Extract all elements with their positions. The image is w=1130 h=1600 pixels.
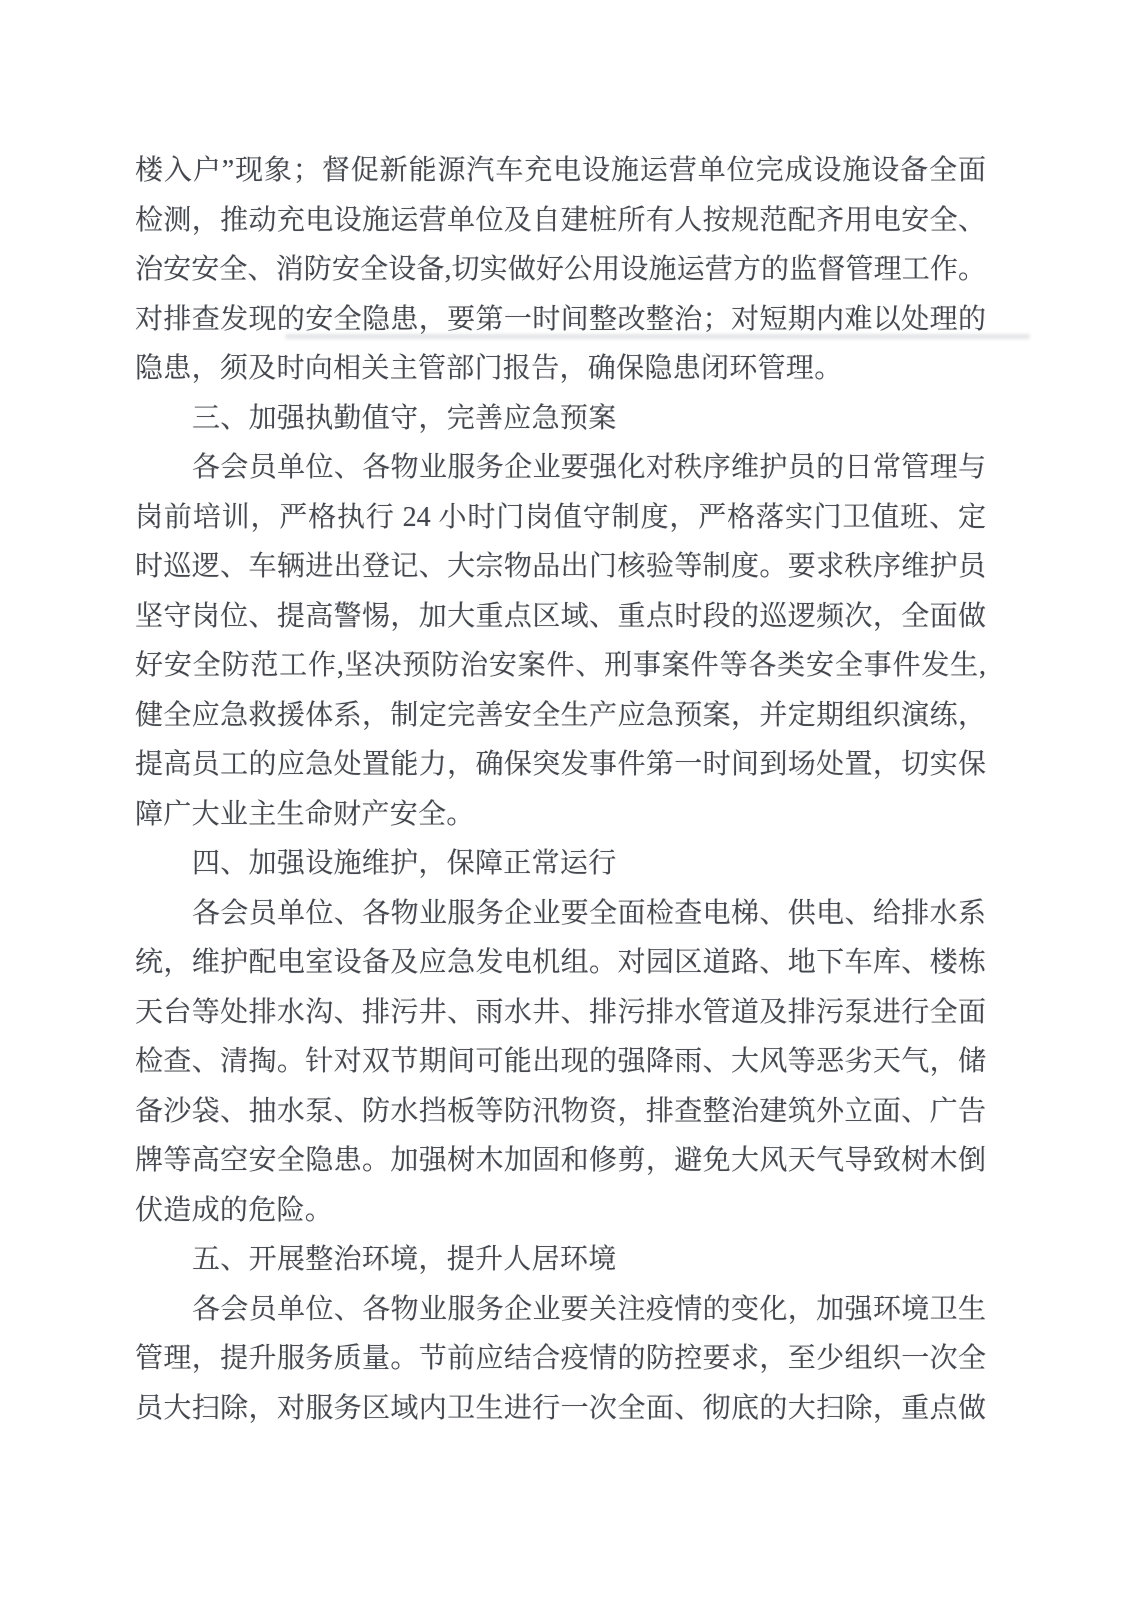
section-heading: 五、开展整治环境，提升人居环境 [192,1244,617,1275]
text-line: 天台等处排水沟、排污井、雨水井、排污排水管道及排污泵进行全面 [135,996,986,1028]
document-body [135,146,986,1433]
text-line: 各会员单位、各物业服务企业要全面检查电梯、供电、给排水系 [192,897,986,929]
text-line: 隐患，须及时向相关主管部门报告，确保隐患闭环管理。 [135,353,843,384]
text-line: 治安安全、消防安全设备,切实做好公用设施运营方的监督管理工作。 [135,254,986,285]
text-line: 岗前培训，严格执行 24 小时门岗值守制度，严格落实门卫值班、定 [135,501,986,533]
section-heading: 四、加强设施维护，保障正常运行 [192,848,617,879]
text-line: 好安全防范工作,坚决预防治安案件、刑事案件等各类安全事件发生, [135,650,986,681]
text-line: 障广大业主生命财产安全。 [135,798,475,830]
text-line: 时巡逻、车辆进出登记、大宗物品出门核验等制度。要求秩序维护员 [135,551,986,582]
text-line: 各会员单位、各物业服务企业要关注疫情的变化，加强环境卫生 [192,1293,986,1325]
text-line: 提高员工的应急处置能力，确保突发事件第一时间到场处置，切实保 [135,749,986,780]
text-line: 对排查发现的安全隐患，要第一时间整改整治；对短期内难以处理的 [135,303,986,335]
text-line: 检测，推动充电设施运营单位及自建桩所有人按规范配齐用电安全、 [135,204,986,236]
text-line: 各会员单位、各物业服务企业要强化对秩序维护员的日常管理与 [192,452,986,483]
text-line: 统，维护配电室设备及应急发电机组。对园区道路、地下车库、楼栋 [135,947,986,978]
text-line: 健全应急救援体系，制定完善安全生产应急预案，并定期组织演练， [135,699,986,731]
text-line: 伏造成的危险。 [135,1194,334,1226]
text-line: 备沙袋、抽水泵、防水挡板等防汛物资，排查整治建筑外立面、广告 [135,1095,986,1127]
text-line: 管理，提升服务质量。节前应结合疫情的防控要求，至少组织一次全 [135,1343,986,1374]
text-line: 检查、清掏。针对双节期间可能出现的强降雨、大风等恶劣天气，储 [135,1046,986,1077]
text-line: 牌等高空安全隐患。加强树木加固和修剪，避免大风天气导致树木倒 [135,1145,986,1176]
text-line: 楼入户”现象；督促新能源汽车充电设施运营单位完成设施设备全面 [135,155,986,186]
text-line: 员大扫除，对服务区域内卫生进行一次全面、彻底的大扫除，重点做 [135,1392,986,1424]
section-heading: 三、加强执勤值守，完善应急预案 [192,402,617,434]
text-line: 坚守岗位、提高警惕，加大重点区域、重点时段的巡逻频次，全面做 [135,600,986,632]
